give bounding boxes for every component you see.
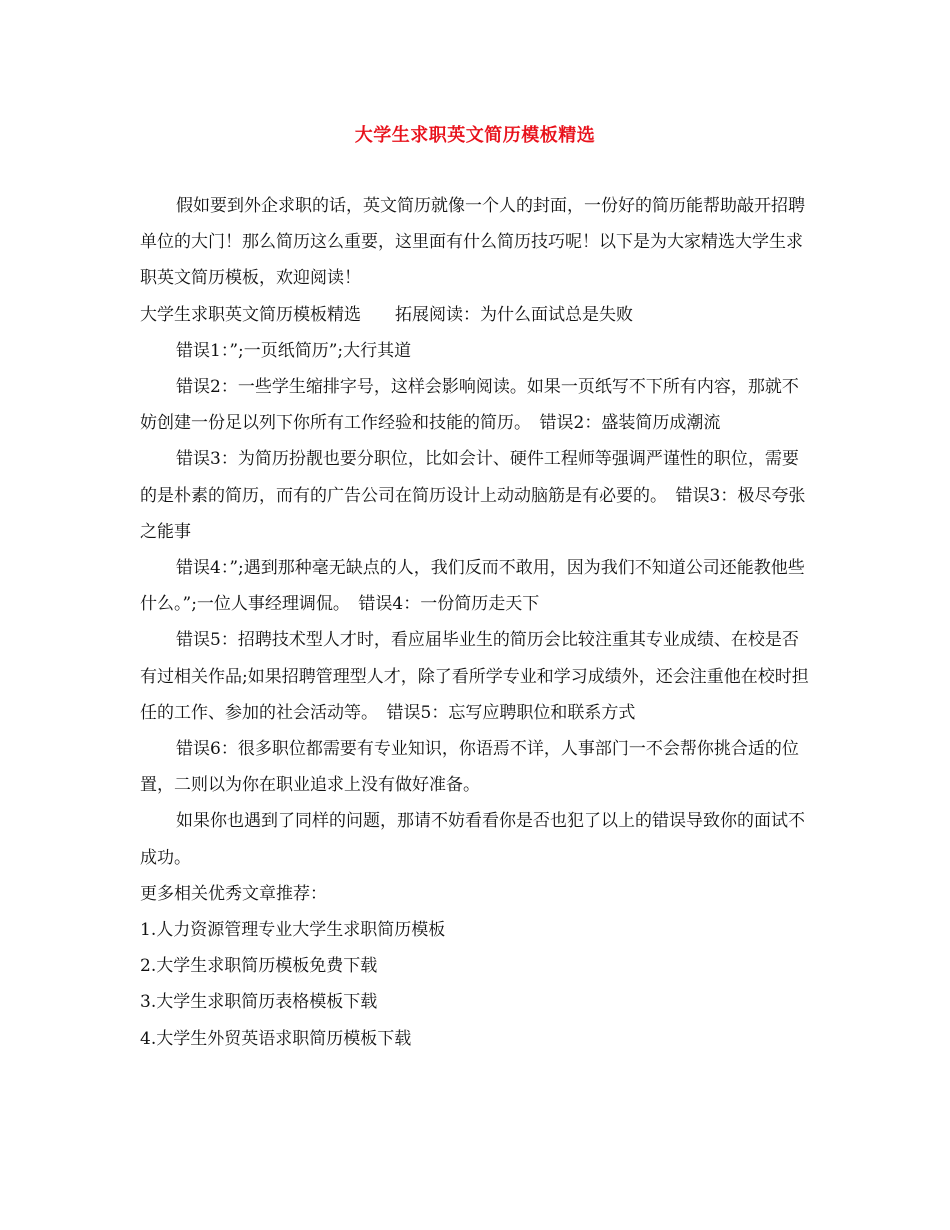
mistake-paragraph-1: 错误1：”;一页纸简历”;大行其道: [176, 340, 412, 361]
closing-paragraph: 如果你也遇到了同样的问题，那请不妨看看你是否也犯了以上的错误导致你的面试不成功。: [140, 811, 805, 868]
intro-paragraph: 假如要到外企求职的话，英文简历就像一个人的封面，一份好的简历能帮助敲开招聘单位的大门！那么简历这么重要，这里面有什么简历技巧呢！以下是为大家精选大学生求职英文简历模板，欢迎阅读！: [140, 196, 805, 289]
related-link-4[interactable]: 4.大学生外贸英语求职简历模板下载: [140, 1028, 412, 1049]
mistake-paragraph-3: 错误3：为简历扮靓也要分职位，比如会计、硬件工程师等强调严谨性的职位，需要的是朴素的简历，而有的广告公司在简历设计上动动脑筋是有必要的。 错误3：极尽夸张之能事: [140, 449, 806, 542]
mistake-paragraph-4: 错误4：”;遇到那种毫无缺点的人，我们反而不敢用，因为我们不知道公司还能教他些什么。”;一位人事经理调侃。 错误4：一份简历走天下: [140, 558, 805, 615]
mistake-paragraph-5: 错误5：招聘技术型人才时，看应届毕业生的简历会比较注重其专业成绩、在校是否有过相关作品;如果招聘管理型人才，除了看所学专业和学习成绩外，还会注重他在校时担任的工作、参加的社会活动等。 错误5：忘写应聘职位和联系方式: [140, 630, 809, 723]
mistake-paragraph-2: 错误2：一些学生缩排字号，这样会影响阅读。如果一页纸写不下所有内容，那就不妨创建一份足以列下你所有工作经验和技能的简历。 错误2：盛装简历成潮流: [140, 377, 799, 434]
related-link-2[interactable]: 2.大学生求职简历模板免费下载: [140, 956, 378, 977]
related-link-1[interactable]: 1.人力资源管理专业大学生求职简历模板: [140, 920, 446, 941]
subtitle-line: 大学生求职英文简历模板精选 拓展阅读：为什么面试总是失败: [140, 304, 633, 325]
related-link-3[interactable]: 3.大学生求职简历表格模板下载: [140, 992, 378, 1013]
document-body: [140, 188, 812, 1057]
related-heading: 更多相关优秀文章推荐：: [140, 883, 327, 904]
document-title: 大学生求职英文简历模板精选: [354, 125, 596, 146]
mistake-paragraph-6: 错误6：很多职位都需要有专业知识，你语焉不详，人事部门一不会帮你挑合适的位置，二则以为你在职业追求上没有做好准备。: [140, 739, 799, 796]
